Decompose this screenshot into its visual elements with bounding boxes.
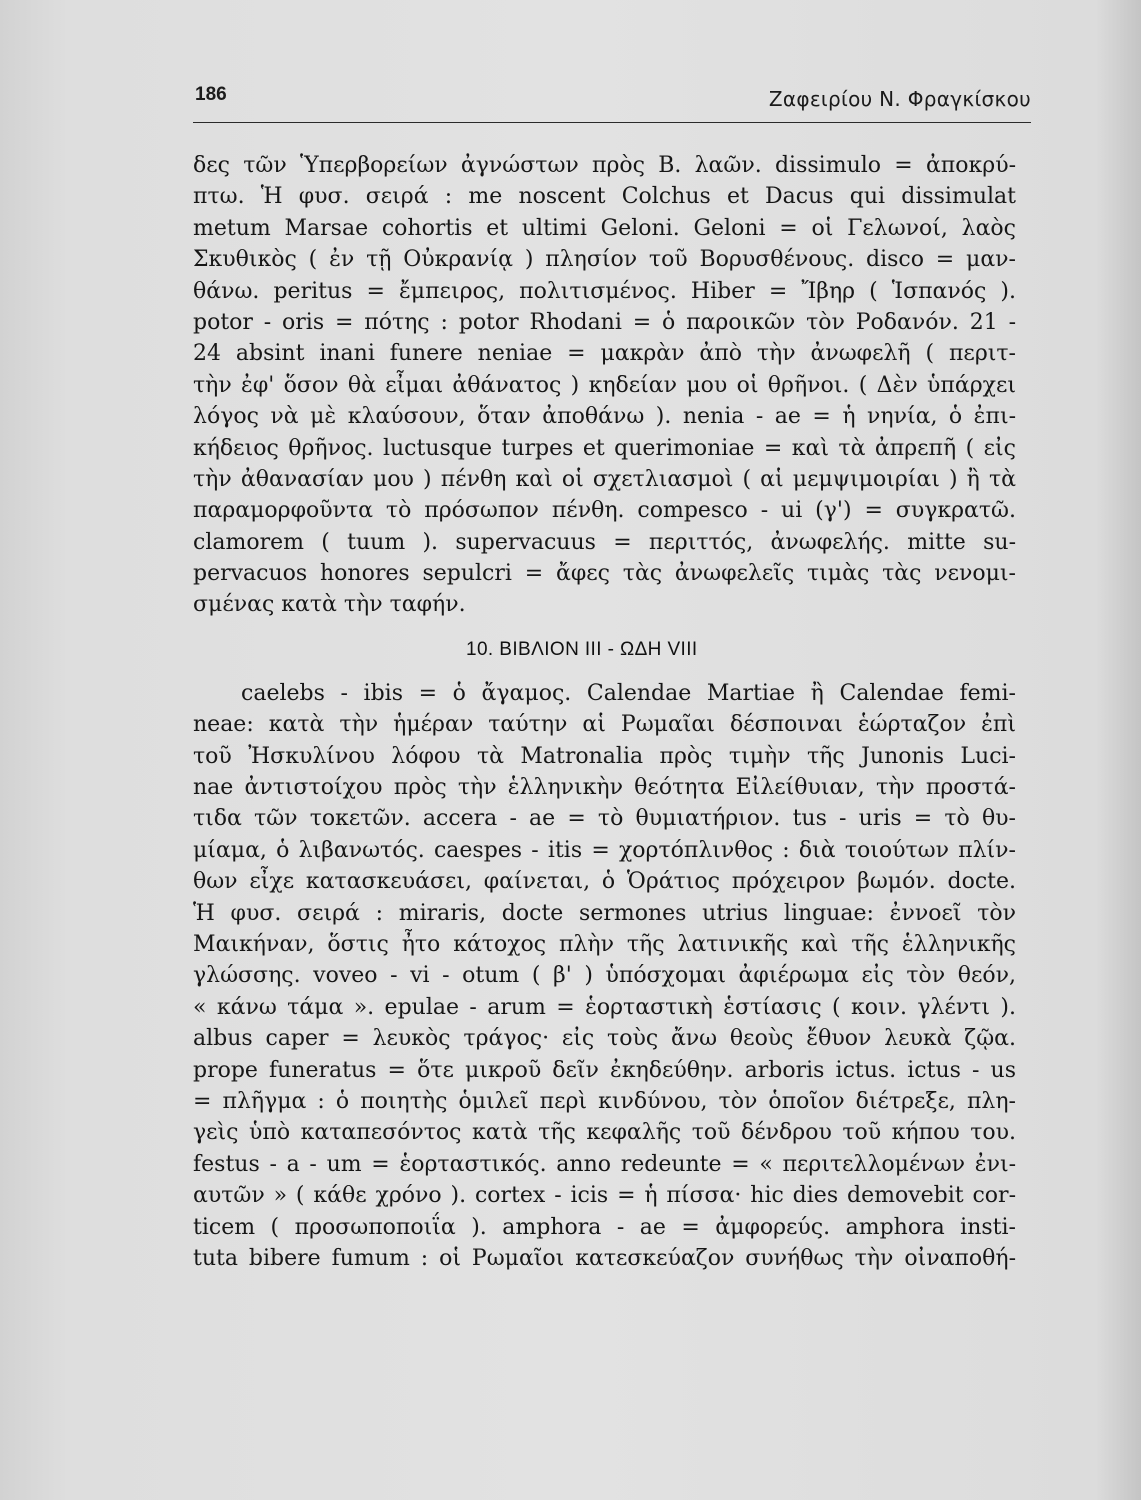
text-line: μίαμα, ὁ λιβανωτός. caespes - itis = χορτόπλινθος : διὰ τοιούτων πλίν- <box>193 837 1016 863</box>
text-line: Σκυθικὸς ( ἐν τῇ Οὐκρανίᾳ ) πλησίον τοῦ Βορυσθένους. disco = μαν- <box>193 247 1016 273</box>
text-line: Ἡ φυσ. σειρά : miraris, docte sermones utrius linguae: ἐννοεῖ τὸν <box>193 900 1016 926</box>
section-title: 10. ΒΙΒΛΙΟΝ III - ΩΔΗ VIII <box>466 638 698 660</box>
text-line: Μαικήναν, ὅστις ἦτο κάτοχος πλὴν τῆς λατινικῆς καὶ τῆς ἑλληνικῆς <box>193 931 1016 957</box>
text-line: « κάνω τάμα ». epulae - arum = ἑορταστικὴ ἑστίασις ( κοιν. γλέντι ). <box>193 994 1016 1020</box>
text-line: festus - a - um = ἑορταστικός. anno redeunte = « περιτελλομένων ἐνι- <box>193 1151 1016 1177</box>
text-line: τιδα τῶν τοκετῶν. accera - ae = τὸ θυμιατήριον. tus - uris = τὸ θυ- <box>193 806 1016 832</box>
text-line: clamorem ( tuum ). supervacuus = περιττός, ἀνωφελής. mitte su- <box>193 529 1016 555</box>
text-line: = πλῆγμα : ὁ ποιητὴς ὁμιλεῖ περὶ κινδύνου, τὸν ὁποῖον διέτρεξε, πλη- <box>193 1088 1016 1114</box>
body-text <box>193 150 1016 1274</box>
text-line: tuta bibere fumum : οἱ Ρωμαῖοι κατεσκεύαζον συνήθως τὴν οἰναποθή- <box>193 1245 1016 1271</box>
text-line: potor - oris = πότης : potor Rhodani = ὁ παροικῶν τὸν Ροδανόν. 21 - <box>193 309 1016 335</box>
text-line: τὴν ἐφ' ὅσον θὰ εἶμαι ἀθάνατος ) κηδείαν μου οἱ θρῆνοι. ( Δὲν ὑπάρχει <box>193 372 1016 398</box>
paragraph-2 <box>193 678 1016 1274</box>
running-head: Ζαφειρίου Ν. Φραγκίσκου <box>768 87 1031 111</box>
text-line: nae ἀντιστοίχου πρὸς τὴν ἑλληνικὴν θεότητα Εἰλείθυιαν, τὴν προστά- <box>193 775 1016 801</box>
text-line: pervacuos honores sepulcri = ἄφες τὰς ἀνωφελεῖς τιμὰς τὰς νενομι- <box>193 561 1016 587</box>
text-line: caelebs - ibis = ὁ ἄγαμος. Calendae Martiae ἢ Calendae femi- <box>241 680 1016 706</box>
text-line: δες τῶν Ὑπερβορείων ἀγνώστων πρὸς Β. λαῶν. dissimulo = ἀποκρύ- <box>193 153 1016 178</box>
text-line: γλώσσης. voveo - vi - otum ( β' ) ὑπόσχομαι ἀφιέρωμα εἰς τὸν θεόν, <box>193 963 1016 989</box>
text-line: παραμορφοῦντα τὸ πρόσωπον πένθη. compesco - ui (γ') = συγκρατῶ. <box>193 498 1016 524</box>
text-line: λόγος νὰ μὲ κλαύσουν, ὅταν ἀποθάνω ). nenia - ae = ἡ νηνία, ὁ ἐπι- <box>193 404 1016 430</box>
text-line: ticem ( προσωποποιΐα ). amphora - ae = ἀμφορεύς. amphora insti- <box>193 1214 1016 1240</box>
text-line: metum Marsae cohortis et ultimi Geloni. Geloni = οἱ Γελωνοί, λαὸς <box>193 215 1016 241</box>
text-line: τοῦ Ἠσκυλίνου λόφου τὰ Matronalia πρὸς τιμὴν τῆς Junonis Luci- <box>193 743 1016 769</box>
text-line: albus caper = λευκὸς τράγος· εἰς τοὺς ἄνω θεοὺς ἔθυον λευκὰ ζῷα. <box>193 1026 1016 1052</box>
text-line: neae: κατὰ τὴν ἡμέραν ταύτην αἱ Ρωμαῖαι δέσποιναι ἑώρταζον ἐπὶ <box>193 712 1016 738</box>
text-line: θάνω. peritus = ἔμπειρος, πολιτισμένος. Hiber = Ἴβηρ ( Ἱσπανός ). <box>193 278 1016 304</box>
text-line: σμένας κατὰ τὴν ταφήν. <box>193 592 466 618</box>
text-line: γεὶς ὑπὸ καταπεσόντος κατὰ τῆς κεφαλῆς τοῦ δένδρου τοῦ κήπου του. <box>193 1120 1016 1146</box>
text-line: prope funeratus = ὅτε μικροῦ δεῖν ἐκηδεύθην. arboris ictus. ictus - us <box>193 1057 1016 1083</box>
text-line: 24 absint inani funere neniae = μακρὰν ἀπὸ τὴν ἀνωφελῆ ( περιτ- <box>193 341 1016 367</box>
text-line: αυτῶν » ( κάθε χρόνο ). cortex - icis = ἡ πίσσα· hic dies demovebit cor- <box>193 1183 1016 1209</box>
text-line: θων εἶχε κατασκευάσει, φαίνεται, ὁ Ὁράτιος πρόχειρον βωμόν. docte. <box>193 869 1016 895</box>
page-header <box>193 84 1031 124</box>
text-line: κήδειος θρῆνος. luctusque turpes et querimoniae = καὶ τὰ ἀπρεπῆ ( εἰς <box>193 435 1016 461</box>
page-number: 186 <box>195 84 227 105</box>
text-line: τὴν ἀθανασίαν μου ) πένθη καὶ οἱ σχετλιασμοὶ ( αἱ μεμψιμοιρίαι ) ἢ τὰ <box>193 466 1016 492</box>
text-line: πτω. Ἡ φυσ. σειρά : me noscent Colchus et Dacus qui dissimulat <box>193 184 1016 210</box>
paragraph-1 <box>193 150 1016 621</box>
header-rule <box>193 122 1031 123</box>
